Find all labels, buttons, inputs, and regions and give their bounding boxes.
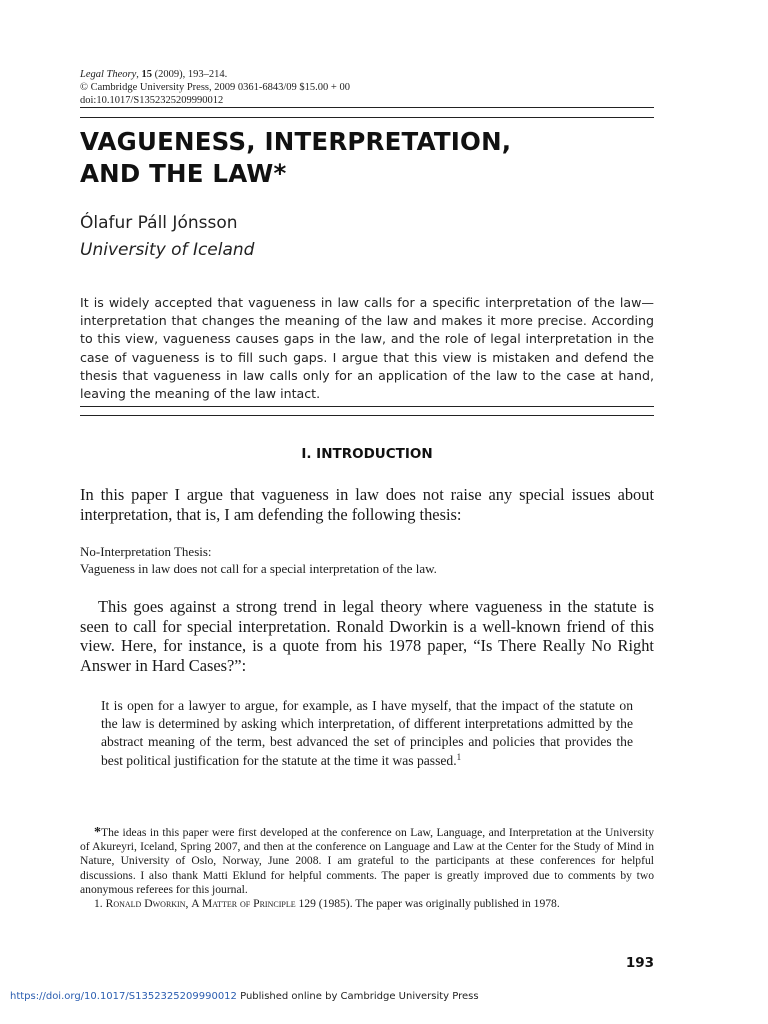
block-quote-text: It is open for a lawyer to argue, for example, as I have myself, that the impact of the statute on the law is determined by asking which interpretation, of different interpretations admitted by the abstract meaning of the term, best advanced the set of principles and policies that provides the best political justification for the statute at the time it was passed. — [101, 698, 633, 768]
publisher-banner — [10, 990, 479, 1004]
abstract-rule-upper — [80, 406, 654, 407]
footnote-1: 1. Ronald Dworkin, A Matter of Principle 129 (1985). The paper was originally published in 1978. — [94, 897, 560, 911]
author-name: Ólafur Páll Jónsson — [80, 213, 238, 233]
abstract: It is widely accepted that vagueness in law calls for a specific interpretation of the law—interpretation that changes the meaning of the law and makes it more precise. According to this view, vagueness causes gaps in the law, and the role of legal interpretation in the case of vagueness is to fill such gaps. I argue that this view is mistaken and defend the thesis that vagueness in law calls only for an application of the law to the case at hand, leaving the meaning of the law intact. — [80, 295, 654, 402]
body-paragraph: This goes against a strong trend in legal theory where vagueness in the statute is seen to call for special interpretation. Ronald Dworkin is a well-known friend of this view. Here, for instance, is a quote from his 1978 paper, “Is There Really No Right Answer in Hard Cases?”: — [80, 597, 654, 675]
thesis-label: No-Interpretation Thesis: — [80, 544, 212, 559]
citation-line: Legal Theory, 15 (2009), 193–214. — [80, 69, 228, 80]
footnote-1-rest: 129 (1985). The paper was originally published in 1978. — [295, 897, 560, 911]
paper-page — [80, 0, 654, 1024]
publisher-banner-text: Published online by Cambridge University Press — [240, 991, 479, 1002]
article-title — [80, 126, 511, 190]
journal-volume: 15 — [141, 69, 153, 80]
footnote-1-title: A Matter of Principle — [191, 897, 296, 911]
footnotes — [80, 826, 654, 911]
header-rule-lower — [80, 117, 654, 118]
title-line-1: VAGUENESS, INTERPRETATION, — [80, 127, 512, 156]
footnote-star-text: The ideas in this paper were first developed at the conference on Law, Language, and Interpretation at the University of Akureyri, Iceland, Spring 2007, and then at the conference on Language and Law at the Center for the Study of Mind in Nature, University of Oslo, Norway, June 2008. I am grateful to the participants at these conferences for helpful discussions. I also thank Matti Eklund for helpful comments. The paper is greatly improved due to comments by two anonymous referees for this journal. — [80, 826, 654, 896]
copyright-line: © Cambridge University Press, 2009 0361-6843/09 $15.00 + 00 — [80, 82, 350, 93]
header-rule-upper — [80, 107, 654, 108]
footnote-1-author: Ronald Dworkin — [105, 897, 186, 911]
thesis-statement: Vagueness in law does not call for a special interpretation of the law. — [80, 561, 437, 576]
journal-year-pages: (2009), 193–214. — [152, 69, 228, 80]
doi-link[interactable]: https://doi.org/10.1017/S1352325209990012 — [10, 991, 237, 1002]
title-line-2: AND THE LAW* — [80, 159, 287, 188]
footnote-star — [80, 826, 654, 897]
footnote-star-mark: * — [94, 825, 101, 840]
journal-name: Legal Theory — [80, 69, 137, 80]
footnote-ref-1[interactable]: 1 — [456, 751, 462, 762]
block-quote — [101, 697, 633, 770]
journal-header — [80, 68, 350, 107]
page-number: 193 — [625, 955, 654, 971]
section-heading: I. INTRODUCTION — [301, 446, 433, 462]
footnote-1-number: 1. — [94, 897, 103, 911]
abstract-rule-lower — [80, 415, 654, 416]
author-affiliation: University of Iceland — [80, 240, 255, 260]
doi-line: doi:10.1017/S1352325209990012 — [80, 95, 224, 106]
intro-paragraph: In this paper I argue that vagueness in law does not raise any special issues about interpretation, that is, I am defending the following thesis: — [80, 485, 654, 524]
